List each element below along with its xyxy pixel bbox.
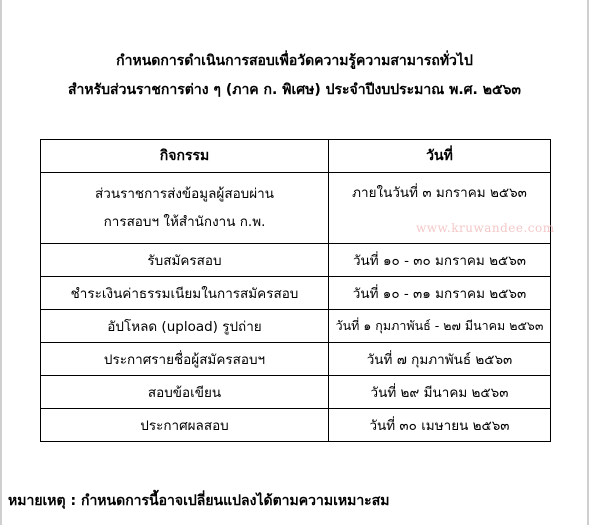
table-row xyxy=(41,310,551,343)
date-cell: วันที่ ๒๙ มีนาคม ๒๕๖๓ xyxy=(329,376,551,409)
activity-cell xyxy=(41,173,329,244)
page-frame-left xyxy=(0,0,2,525)
table-header-row xyxy=(41,140,551,173)
activity-cell: ประกาศผลสอบ xyxy=(41,409,329,442)
table-row xyxy=(41,409,551,442)
watermark-text: www.kruwandee.com xyxy=(416,221,555,235)
document-subtitle: สำหรับส่วนราชการต่าง ๆ (ภาค ก. พิเศษ) ประจำปีงบประมาณ พ.ศ. ๒๕๖๓ xyxy=(68,82,521,98)
table-row xyxy=(41,376,551,409)
footnote: หมายเหตุ : กำหนดการนี้อาจเปลี่ยนแปลงได้ตามความเหมาะสม xyxy=(8,493,390,509)
date-cell: วันที่ ๑๐ - ๓๑ มกราคม ๒๕๖๓ xyxy=(329,277,551,310)
document-title: กำหนดการดำเนินการสอบเพื่อวัดความรู้ความสามารถทั่วไป xyxy=(116,53,473,69)
activity-cell: รับสมัครสอบ xyxy=(41,244,329,277)
table-row xyxy=(41,277,551,310)
date-cell: วันที่ ๓๐ เมษายน ๒๕๖๓ xyxy=(329,409,551,442)
table-row xyxy=(41,244,551,277)
activity-cell: ประกาศรายชื่อผู้สมัครสอบฯ xyxy=(41,343,329,376)
date-cell: วันที่ ๗ กุมภาพันธ์ ๒๕๖๓ xyxy=(329,343,551,376)
activity-cell: ชำระเงินค่าธรรมเนียมในการสมัครสอบ xyxy=(41,277,329,310)
header-date: วันที่ xyxy=(329,140,551,173)
activity-text-line2: การสอบฯ ให้สำนักงาน ก.พ. xyxy=(103,214,266,230)
activity-text-line1: ส่วนราชการส่งข้อมูลผู้สอบผ่าน xyxy=(95,186,274,202)
date-cell: วันที่ ๑ กุมภาพันธ์ - ๒๗ มีนาคม ๒๕๖๓ xyxy=(329,310,551,343)
schedule-table xyxy=(40,139,551,442)
activity-cell: สอบข้อเขียน xyxy=(41,376,329,409)
table-row xyxy=(41,343,551,376)
header-activity: กิจกรรม xyxy=(41,140,329,173)
activity-cell: อัปโหลด (upload) รูปถ่าย xyxy=(41,310,329,343)
date-cell: วันที่ ๑๐ - ๓๐ มกราคม ๒๕๖๓ xyxy=(329,244,551,277)
date-cell: ภายในวันที่ ๓ มกราคม ๒๕๖๓ xyxy=(329,173,551,244)
